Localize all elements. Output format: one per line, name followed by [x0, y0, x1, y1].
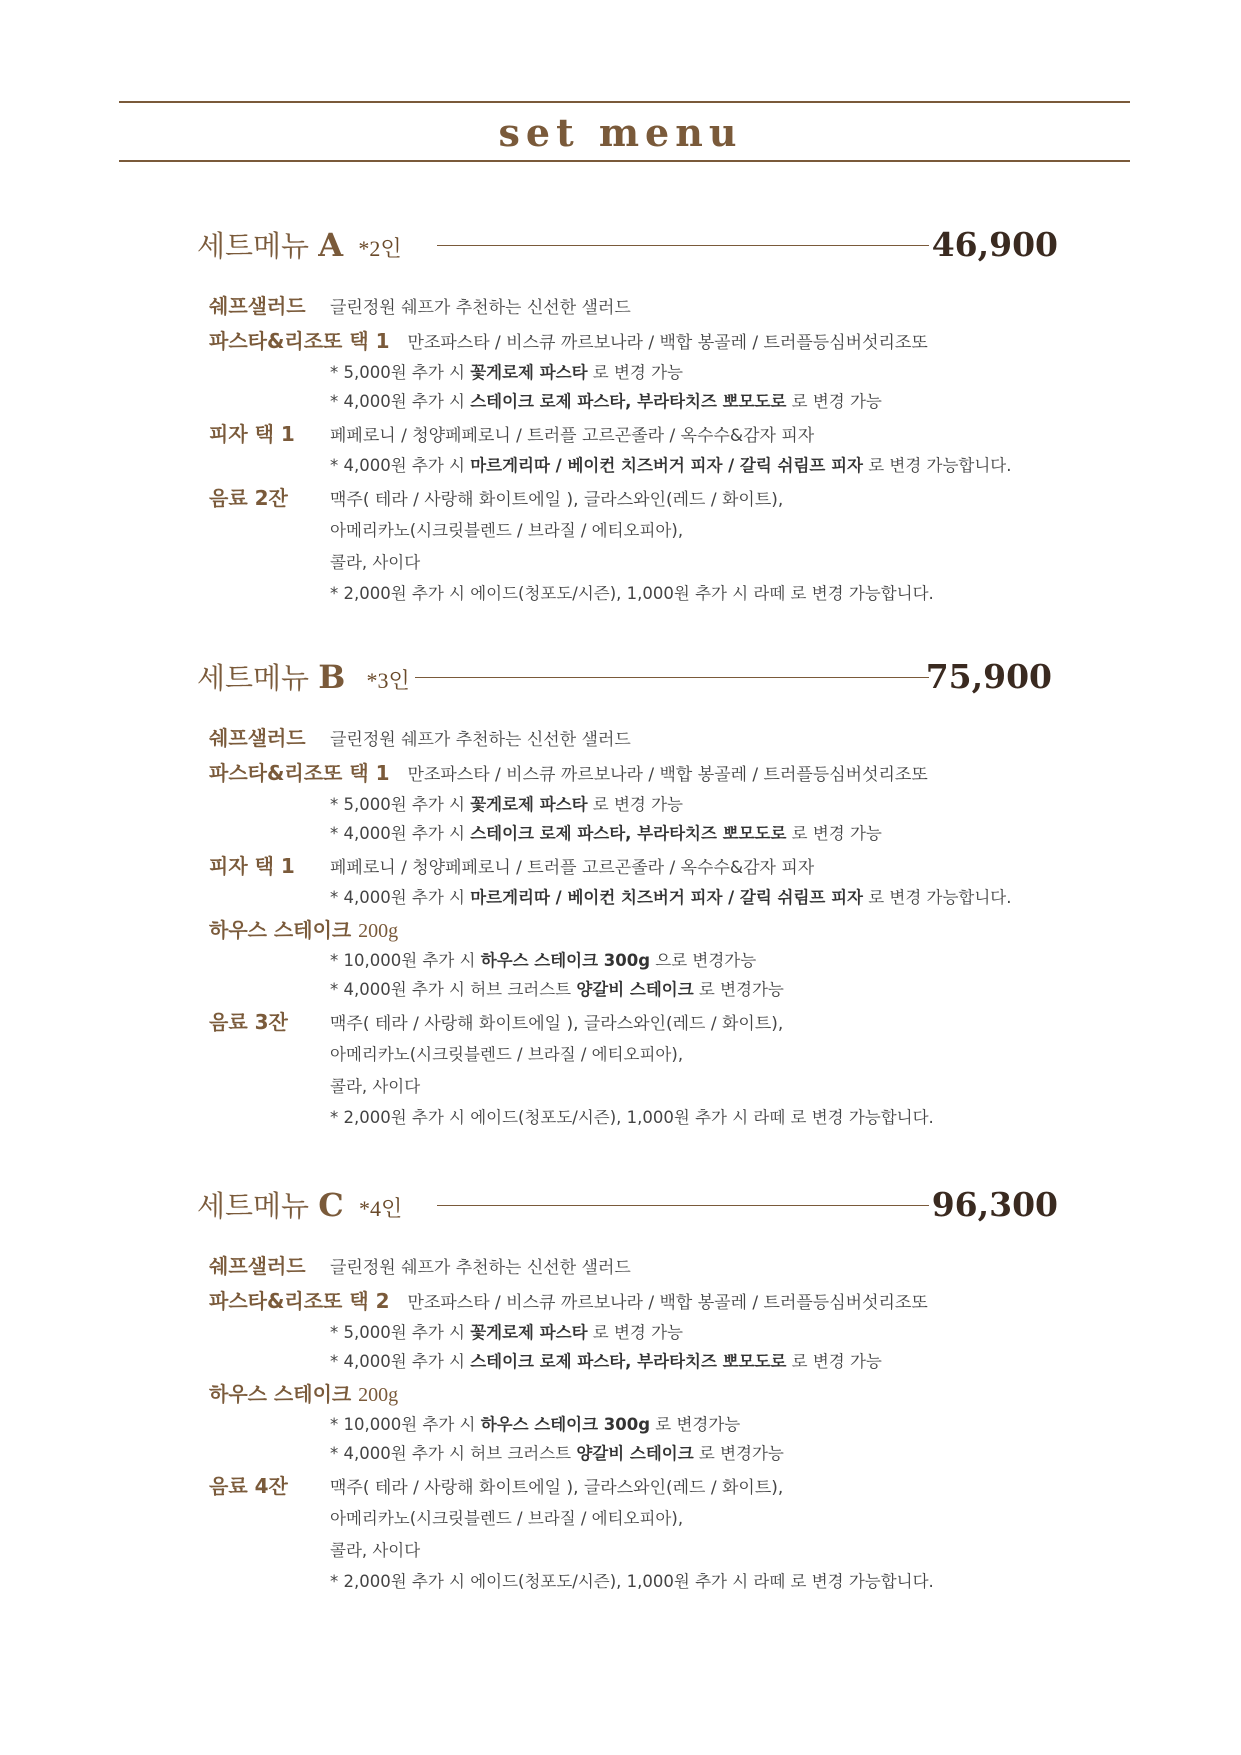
- pasta-desc: 만조파스타 / 비스큐 까르보나라 / 백합 봉골레 / 트러플등심버섯리조또: [407, 333, 928, 353]
- drink-line-1: 맥주( 테라 / 사랑해 화이트에일 ), 글라스와인(레드 / 화이트),: [330, 490, 784, 510]
- steak-row: [197, 1380, 1057, 1410]
- set-title: [197, 1180, 402, 1234]
- drink-label: 음료 4잔: [209, 1474, 288, 1498]
- set-name: 세트메뉴: [197, 1189, 310, 1223]
- set-items: [197, 724, 1057, 1132]
- salad-desc: 글린정원 쉐프가 추천하는 신선한 샐러드: [330, 730, 631, 750]
- pasta-row: [197, 1287, 1057, 1318]
- set-letter: C: [318, 1186, 344, 1224]
- leader-line: [437, 245, 929, 246]
- pasta-row: [197, 759, 1057, 790]
- set-price: 46,900: [931, 225, 1058, 264]
- pizza-label: 피자 택 1: [209, 422, 295, 446]
- salad-label: 쉐프샐러드: [209, 294, 306, 318]
- set-header: [197, 220, 1057, 270]
- steak-note-2: * 4,000원 추가 시 허브 크러스트 양갈비 스테이크 로 변경가능: [330, 1444, 784, 1463]
- drink-line-2: 아메리카노(시크릿블렌드 / 브라질 / 에티오피아),: [330, 1045, 684, 1064]
- drink-line-3: 콜라, 사이다: [330, 1077, 421, 1096]
- pasta-note-2: * 4,000원 추가 시 스테이크 로제 파스타, 부라타치즈 뽀모도로 로 변경 가능: [330, 824, 882, 843]
- drink-note: * 2,000원 추가 시 에이드(청포도/시즌), 1,000원 추가 시 라떼 로 변경 가능합니다.: [330, 1108, 934, 1127]
- pizza-row: [197, 420, 1057, 451]
- steak-row: [197, 916, 1057, 946]
- pasta-label: 파스타&리조또 택 2: [209, 1289, 390, 1313]
- drink-label: 음료 3잔: [209, 1010, 288, 1034]
- drink-label: 음료 2잔: [209, 486, 288, 510]
- pasta-label: 파스타&리조또 택 1: [209, 329, 390, 353]
- set-header: [197, 652, 1057, 702]
- pizza-note: * 4,000원 추가 시 마르게리따 / 베이컨 치즈버거 피자 / 갈릭 쉬림프 피자 로 변경 가능합니다.: [330, 456, 1012, 475]
- steak-note-1: * 10,000원 추가 시 하우스 스테이크 300g 으로 변경가능: [330, 951, 757, 970]
- set-menu-a: [197, 220, 1057, 608]
- set-people: *3인: [366, 668, 410, 693]
- pasta-note-2: * 4,000원 추가 시 스테이크 로제 파스타, 부라타치즈 뽀모도로 로 변경 가능: [330, 392, 882, 411]
- drink-note: * 2,000원 추가 시 에이드(청포도/시즌), 1,000원 추가 시 라떼 로 변경 가능합니다.: [330, 1572, 934, 1591]
- salad-desc: 글린정원 쉐프가 추천하는 신선한 샐러드: [330, 1258, 631, 1278]
- leader-line: [415, 677, 929, 678]
- drink-row: [197, 1008, 1057, 1039]
- pizza-desc: 페페로니 / 청양페페로니 / 트러플 고르곤졸라 / 옥수수&감자 피자: [330, 858, 815, 878]
- steak-note-1: * 10,000원 추가 시 하우스 스테이크 300g 로 변경가능: [330, 1415, 741, 1434]
- drink-line-3: 콜라, 사이다: [330, 1541, 421, 1560]
- top-rule: [119, 101, 1130, 103]
- set-letter: A: [318, 226, 344, 264]
- pasta-label: 파스타&리조또 택 1: [209, 761, 390, 785]
- steak-label: 하우스 스테이크 200g: [209, 1382, 399, 1406]
- salad-desc: 글린정원 쉐프가 추천하는 신선한 샐러드: [330, 298, 631, 318]
- set-price: 96,300: [931, 1185, 1058, 1224]
- title-rule: [119, 160, 1130, 162]
- pasta-desc: 만조파스타 / 비스큐 까르보나라 / 백합 봉골레 / 트러플등심버섯리조또: [407, 1293, 928, 1313]
- salad-label: 쉐프샐러드: [209, 1254, 306, 1278]
- set-menu-c: [197, 1180, 1057, 1596]
- pizza-row: [197, 852, 1057, 883]
- drink-line-1: 맥주( 테라 / 사랑해 화이트에일 ), 글라스와인(레드 / 화이트),: [330, 1014, 784, 1034]
- pizza-desc: 페페로니 / 청양페페로니 / 트러플 고르곤졸라 / 옥수수&감자 피자: [330, 426, 815, 446]
- pasta-desc: 만조파스타 / 비스큐 까르보나라 / 백합 봉골레 / 트러플등심버섯리조또: [407, 765, 928, 785]
- salad-row: [197, 724, 1057, 755]
- steak-weight: 200g: [358, 920, 399, 942]
- pasta-note-2: * 4,000원 추가 시 스테이크 로제 파스타, 부라타치즈 뽀모도로 로 변경 가능: [330, 1352, 882, 1371]
- set-name: 세트메뉴: [197, 229, 310, 263]
- set-people: *2인: [358, 236, 402, 261]
- drink-line-3: 콜라, 사이다: [330, 553, 421, 572]
- set-items: [197, 292, 1057, 608]
- set-items: [197, 1252, 1057, 1596]
- page-title: set menu: [498, 110, 743, 155]
- set-title: [197, 652, 410, 706]
- drink-line-1: 맥주( 테라 / 사랑해 화이트에일 ), 글라스와인(레드 / 화이트),: [330, 1478, 784, 1498]
- pasta-note-1: * 5,000원 추가 시 꽃게로제 파스타 로 변경 가능: [330, 795, 683, 814]
- set-people: *4인: [358, 1196, 403, 1221]
- salad-label: 쉐프샐러드: [209, 726, 306, 750]
- steak-label: 하우스 스테이크 200g: [209, 918, 399, 942]
- pasta-note-1: * 5,000원 추가 시 꽃게로제 파스타 로 변경 가능: [330, 1323, 683, 1342]
- drink-row: [197, 1472, 1057, 1503]
- pizza-label: 피자 택 1: [209, 854, 295, 878]
- salad-row: [197, 292, 1057, 323]
- pizza-note: * 4,000원 추가 시 마르게리따 / 베이컨 치즈버거 피자 / 갈릭 쉬림프 피자 로 변경 가능합니다.: [330, 888, 1012, 907]
- set-name: 세트메뉴: [197, 661, 310, 695]
- set-menu-b: [197, 652, 1057, 1132]
- pasta-note-1: * 5,000원 추가 시 꽃게로제 파스타 로 변경 가능: [330, 363, 683, 382]
- pasta-row: [197, 327, 1057, 358]
- drink-note: * 2,000원 추가 시 에이드(청포도/시즌), 1,000원 추가 시 라떼 로 변경 가능합니다.: [330, 584, 934, 603]
- drink-line-2: 아메리카노(시크릿블렌드 / 브라질 / 에티오피아),: [330, 521, 684, 540]
- leader-line: [437, 1205, 929, 1206]
- salad-row: [197, 1252, 1057, 1283]
- set-price: 75,900: [925, 657, 1052, 696]
- drink-row: [197, 484, 1057, 515]
- drink-line-2: 아메리카노(시크릿블렌드 / 브라질 / 에티오피아),: [330, 1509, 684, 1528]
- set-header: [197, 1180, 1057, 1230]
- set-letter: B: [318, 658, 346, 696]
- steak-weight: 200g: [358, 1384, 399, 1406]
- steak-note-2: * 4,000원 추가 시 허브 크러스트 양갈비 스테이크 로 변경가능: [330, 980, 784, 999]
- set-title: [197, 220, 402, 274]
